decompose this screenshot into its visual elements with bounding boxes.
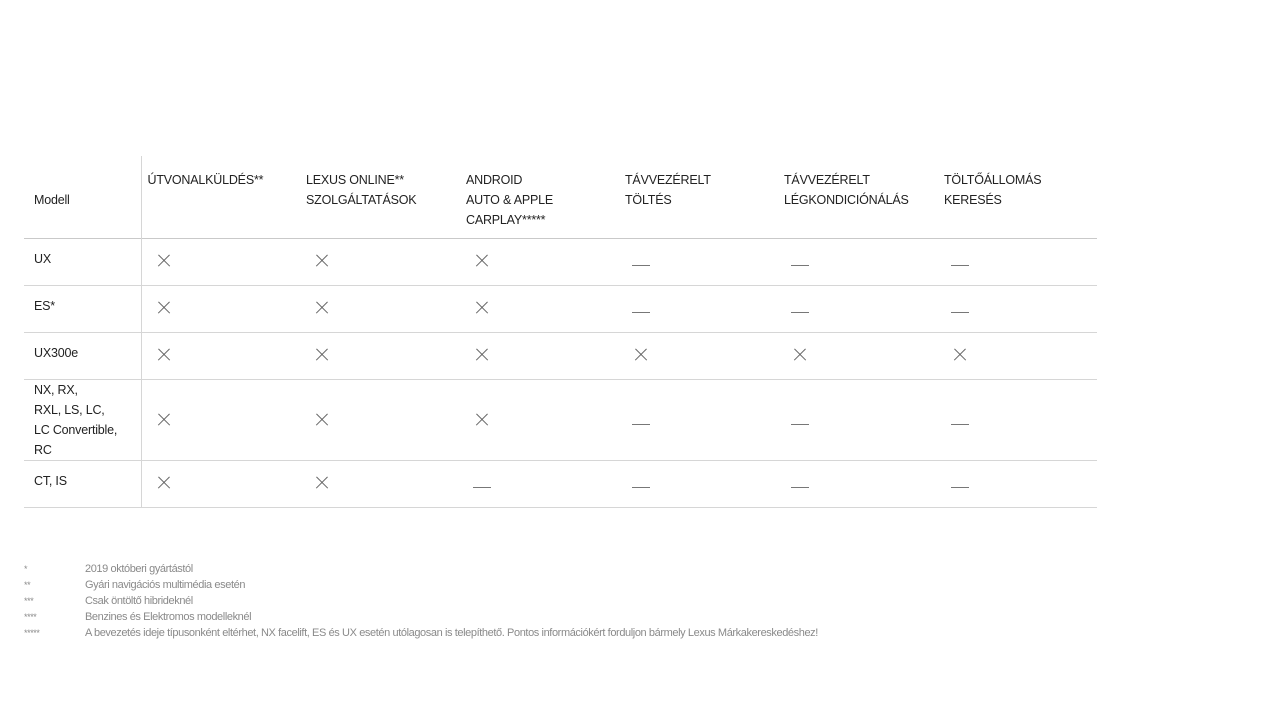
model-name: NX, RX, xyxy=(34,383,78,397)
footnote xyxy=(24,593,924,609)
feature-cell xyxy=(460,380,619,461)
footnote-mark: ***** xyxy=(24,628,40,638)
available-x-icon xyxy=(950,345,970,365)
feature-cell xyxy=(938,239,1097,286)
feature-cell xyxy=(141,461,300,508)
available-x-icon xyxy=(312,473,332,493)
not-available-dash-icon xyxy=(790,473,810,493)
feature-cell xyxy=(938,333,1097,380)
not-available-dash-icon xyxy=(472,473,492,493)
feature-cell xyxy=(300,333,460,380)
available-x-icon xyxy=(790,345,810,365)
feature-cell xyxy=(141,286,300,333)
footnote-text: 2019 októberi gyártástól xyxy=(85,563,193,575)
column-header-line: Modell xyxy=(34,193,70,207)
model-name: RXL, LS, LC, xyxy=(34,403,105,417)
model-name: UX300e xyxy=(34,346,78,360)
table-row xyxy=(24,380,1097,461)
column-header-5 xyxy=(778,156,938,239)
available-x-icon xyxy=(154,345,174,365)
not-available-dash-icon xyxy=(631,473,651,493)
available-x-icon xyxy=(154,298,174,318)
footnote-mark: ** xyxy=(24,580,31,590)
available-x-icon xyxy=(154,251,174,271)
available-x-icon xyxy=(472,410,492,430)
feature-table-container xyxy=(24,156,1097,508)
available-x-icon xyxy=(312,345,332,365)
model-cell xyxy=(24,239,141,286)
feature-cell xyxy=(460,461,619,508)
not-available-dash-icon xyxy=(950,410,970,430)
model-name: LC Convertible, RC xyxy=(34,423,118,457)
column-header-line: TÁVVEZÉRELT xyxy=(784,173,870,187)
available-x-icon xyxy=(154,473,174,493)
table-header-row xyxy=(24,156,1097,239)
table-row xyxy=(24,461,1097,508)
feature-cell xyxy=(619,286,778,333)
footnote xyxy=(24,625,924,641)
not-available-dash-icon xyxy=(631,410,651,430)
feature-cell xyxy=(778,286,938,333)
column-header-line: ANDROID xyxy=(466,173,523,187)
feature-cell xyxy=(141,239,300,286)
available-x-icon xyxy=(312,298,332,318)
model-name: CT, IS xyxy=(34,474,67,488)
feature-cell xyxy=(300,286,460,333)
not-available-dash-icon xyxy=(631,251,651,271)
feature-cell xyxy=(300,380,460,461)
not-available-dash-icon xyxy=(790,410,810,430)
feature-cell xyxy=(778,239,938,286)
column-header-line: LÉGKONDICIÓNÁLÁS xyxy=(784,193,909,207)
not-available-dash-icon xyxy=(631,298,651,318)
available-x-icon xyxy=(472,345,492,365)
footnotes xyxy=(24,561,924,641)
column-header-4 xyxy=(619,156,778,239)
available-x-icon xyxy=(472,298,492,318)
column-header-2 xyxy=(300,156,460,239)
column-header-3 xyxy=(460,156,619,239)
feature-cell xyxy=(619,333,778,380)
footnote xyxy=(24,609,924,625)
footnote-mark: * xyxy=(24,564,28,574)
not-available-dash-icon xyxy=(790,251,810,271)
feature-table xyxy=(24,156,1097,508)
column-header-line: LEXUS ONLINE** xyxy=(306,173,404,187)
footnote-text: Csak öntöltő hibrideknél xyxy=(85,595,193,607)
footnote-text: Gyári navigációs multimédia esetén xyxy=(85,579,246,591)
model-name: ES* xyxy=(34,299,55,313)
feature-cell xyxy=(619,380,778,461)
table-row xyxy=(24,333,1097,380)
feature-cell xyxy=(938,380,1097,461)
column-header-line: CARPLAY***** xyxy=(466,213,546,227)
feature-cell xyxy=(778,380,938,461)
table-row xyxy=(24,286,1097,333)
table-row xyxy=(24,239,1097,286)
available-x-icon xyxy=(312,251,332,271)
feature-cell xyxy=(141,380,300,461)
feature-cell xyxy=(778,461,938,508)
feature-cell xyxy=(938,286,1097,333)
column-header-line: ÚTVONALKÜLDÉS** xyxy=(147,173,264,187)
feature-cell xyxy=(300,239,460,286)
feature-cell xyxy=(938,461,1097,508)
column-header-model xyxy=(24,156,141,239)
feature-cell xyxy=(141,333,300,380)
model-cell xyxy=(24,461,141,508)
footnote xyxy=(24,561,924,577)
column-header-line: KERESÉS xyxy=(944,193,1002,207)
available-x-icon xyxy=(631,345,651,365)
footnote-text: Benzines és Elektromos modelleknél xyxy=(85,611,252,623)
column-header-line: TÁVVEZÉRELT xyxy=(625,173,711,187)
model-cell xyxy=(24,380,141,461)
not-available-dash-icon xyxy=(790,298,810,318)
feature-cell xyxy=(619,461,778,508)
not-available-dash-icon xyxy=(950,473,970,493)
model-name: UX xyxy=(34,252,51,266)
column-header-6 xyxy=(938,156,1097,239)
feature-cell xyxy=(460,333,619,380)
table-body xyxy=(24,239,1097,508)
feature-cell xyxy=(460,239,619,286)
available-x-icon xyxy=(154,410,174,430)
model-cell xyxy=(24,333,141,380)
footnote-mark: *** xyxy=(24,596,34,606)
feature-cell xyxy=(460,286,619,333)
column-header-1 xyxy=(141,156,300,239)
available-x-icon xyxy=(312,410,332,430)
column-header-line: AUTO & APPLE xyxy=(466,193,553,207)
not-available-dash-icon xyxy=(950,298,970,318)
column-header-line: SZOLGÁLTATÁSOK xyxy=(306,193,417,207)
feature-cell xyxy=(619,239,778,286)
footnote-text: A bevezetés ideje típusonként eltérhet, NX facelift, ES és UX esetén utólagosan is telepíthető. Pontos információkért forduljon bármely Lexus Márkakereskedéshez! xyxy=(85,627,818,639)
available-x-icon xyxy=(472,251,492,271)
column-header-line: TÖLTŐÁLLOMÁS xyxy=(944,173,1042,187)
footnote xyxy=(24,577,924,593)
model-cell xyxy=(24,286,141,333)
feature-cell xyxy=(778,333,938,380)
feature-cell xyxy=(300,461,460,508)
column-header-line: TÖLTÉS xyxy=(625,193,672,207)
not-available-dash-icon xyxy=(950,251,970,271)
footnote-mark: **** xyxy=(24,612,37,622)
